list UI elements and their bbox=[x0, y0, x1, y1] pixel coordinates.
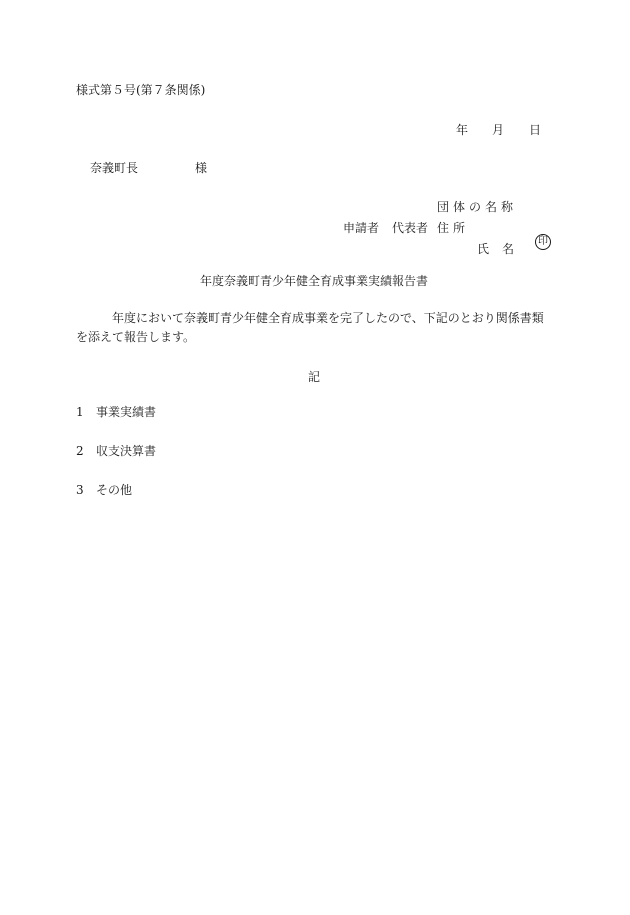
document-title: 年度奈義町青少年健全育成事業実績報告書 bbox=[200, 274, 429, 288]
day-label: 日 bbox=[529, 123, 542, 137]
item-label: 収支決算書 bbox=[96, 444, 157, 458]
applicant-block bbox=[343, 196, 527, 259]
year-label: 年 bbox=[456, 123, 469, 137]
addressee-line bbox=[90, 160, 207, 176]
month-label: 月 bbox=[492, 123, 505, 137]
form-number: 様式第５号(第７条関係) bbox=[76, 83, 206, 97]
date-line bbox=[456, 122, 541, 138]
item-label: 事業実績書 bbox=[96, 405, 157, 419]
representative-label: 代表者 bbox=[392, 220, 429, 235]
item-number: 3 bbox=[76, 483, 84, 497]
item-number: 1 bbox=[76, 405, 84, 419]
list-item bbox=[76, 482, 132, 498]
applicant-row-name bbox=[343, 238, 527, 259]
list-item bbox=[76, 443, 156, 459]
address-label: 住所 bbox=[437, 220, 470, 235]
name-label: 氏名 bbox=[477, 241, 528, 256]
ki-heading: 記 bbox=[308, 370, 321, 384]
applicant-row-group-name bbox=[343, 196, 527, 217]
item-label: その他 bbox=[96, 483, 133, 497]
applicant-role-label: 申請者 bbox=[343, 220, 380, 235]
applicant-row-address bbox=[343, 217, 527, 238]
item-number: 2 bbox=[76, 444, 84, 458]
body-paragraph: 年度において奈義町青少年健全育成事業を完了したので、下記のとおり関係書類を添えて報告します。 bbox=[76, 311, 544, 344]
addressee-name: 奈義町長 bbox=[90, 161, 139, 175]
addressee-honorific: 様 bbox=[195, 161, 208, 175]
seal-icon: 印 bbox=[535, 234, 551, 250]
list-item bbox=[76, 404, 156, 420]
group-name-label: 団体の名称 bbox=[437, 199, 518, 214]
